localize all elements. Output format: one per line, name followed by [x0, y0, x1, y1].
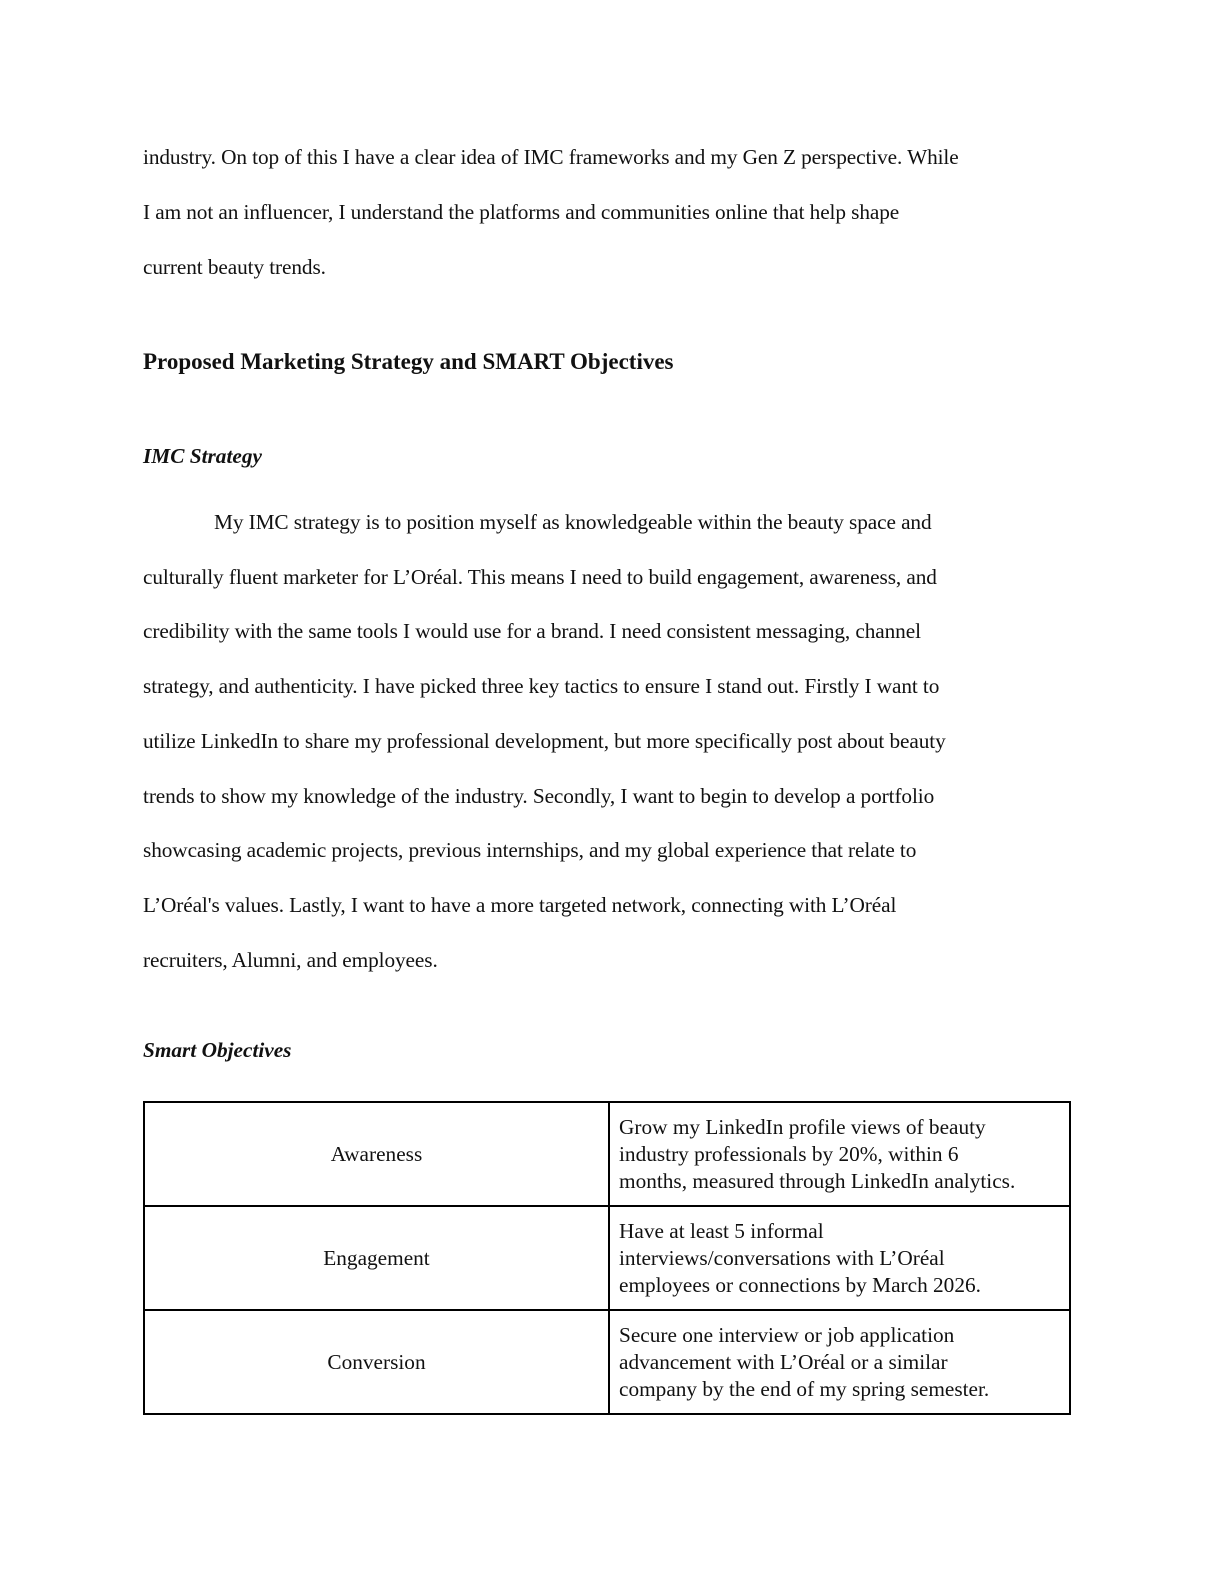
description-line: Have at least 5 informal	[619, 1218, 824, 1243]
body-text-line: recruiters, Alumni, and employees.	[143, 948, 438, 972]
body-text-line: industry. On top of this I have a clear idea of IMC frameworks and my Gen Z perspective. While	[143, 145, 959, 169]
objective-label: Conversion	[144, 1310, 609, 1414]
table-row	[144, 1102, 1070, 1206]
table-row	[144, 1206, 1070, 1310]
body-text-line: showcasing academic projects, previous internships, and my global experience that relate to	[143, 838, 917, 862]
body-text-line: utilize LinkedIn to share my professional development, but more specifically post about beauty	[143, 729, 946, 753]
description-line: advancement with L’Oréal or a similar	[619, 1349, 948, 1374]
body-text-line: I am not an influencer, I understand the platforms and communities online that help shape	[143, 200, 900, 224]
description-line: company by the end of my spring semester.	[619, 1376, 990, 1401]
body-text-line: culturally fluent marketer for L’Oréal. This means I need to build engagement, awareness, and	[143, 565, 937, 589]
smart-objectives-heading: Smart Objectives	[143, 1038, 292, 1062]
body-text-line: current beauty trends.	[143, 255, 326, 279]
description-line: Grow my LinkedIn profile views of beauty	[619, 1114, 986, 1139]
table-row	[144, 1310, 1070, 1414]
body-text-line: trends to show my knowledge of the industry. Secondly, I want to begin to develop a portfolio	[143, 784, 935, 808]
body-text-line: My IMC strategy is to position myself as knowledgeable within the beauty space and	[214, 510, 932, 534]
description-line: employees or connections by March 2026.	[619, 1272, 981, 1297]
body-text-line: credibility with the same tools I would use for a brand. I need consistent messaging, channel	[143, 619, 921, 643]
smart-objectives-table	[143, 1101, 1071, 1415]
description-line: Secure one interview or job application	[619, 1322, 955, 1347]
description-line: industry professionals by 20%, within 6	[619, 1141, 959, 1166]
objective-description	[609, 1102, 1070, 1206]
objective-label: Awareness	[144, 1102, 609, 1206]
description-line: months, measured through LinkedIn analytics.	[619, 1168, 1016, 1193]
objective-description	[609, 1206, 1070, 1310]
description-line: interviews/conversations with L’Oréal	[619, 1245, 945, 1270]
objective-label: Engagement	[144, 1206, 609, 1310]
imc-strategy-heading: IMC Strategy	[143, 444, 262, 468]
body-text-line: strategy, and authenticity. I have picked three key tactics to ensure I stand out. Firstly I want to	[143, 674, 940, 698]
section-heading: Proposed Marketing Strategy and SMART Objectives	[143, 349, 674, 374]
objective-description	[609, 1310, 1070, 1414]
body-text-line: L’Oréal's values. Lastly, I want to have a more targeted network, connecting with L’Oréal	[143, 893, 897, 917]
